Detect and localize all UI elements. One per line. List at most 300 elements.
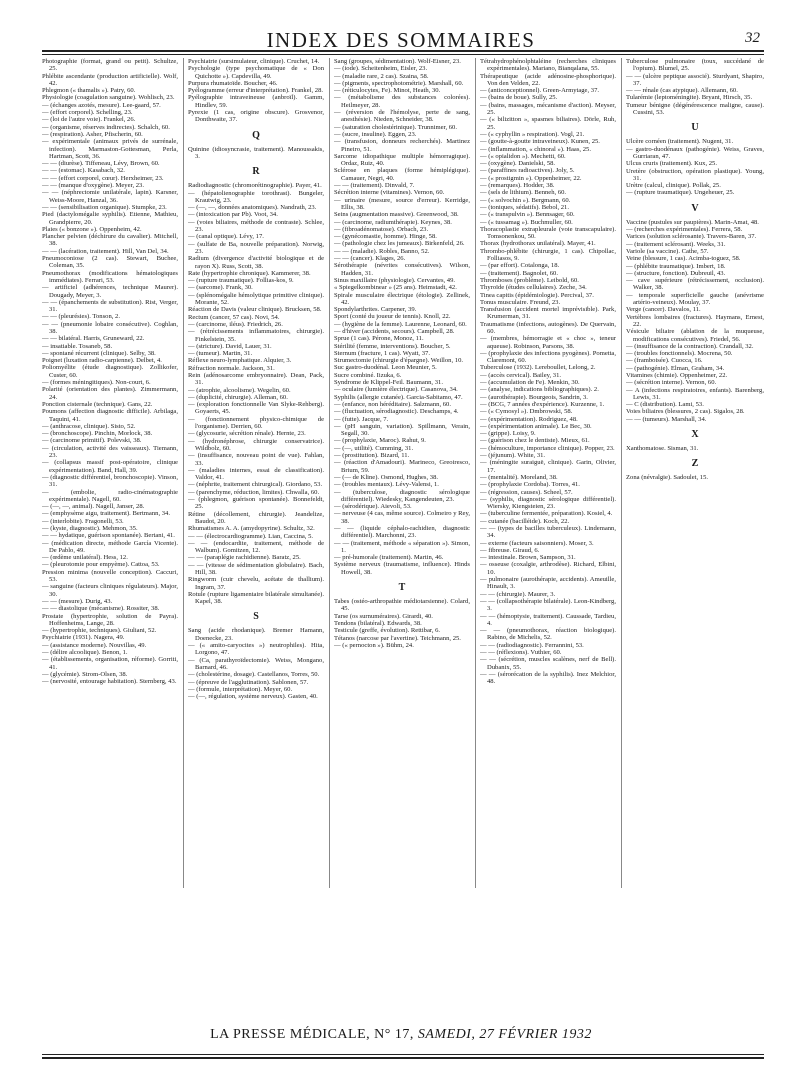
index-entry: Tumeur bénigne (dégénérescence maligne, cause). Cussini, 53. (626, 101, 764, 117)
index-entry: Sclérose en plaques (forme hémiplégique). Camauer, Negri, 40. (334, 167, 470, 182)
index-entry: Thorax (hydrothorax unilatéral). Mayer, 41. (480, 240, 596, 248)
index-entry: Rate (hypertrophie chronique). Kammerer, 38. (188, 269, 311, 277)
index-entry: — — (traitement, méthode « séparation »). Simon, 1. (334, 539, 470, 554)
index-entry: Rein (adénosarcome embryonnaire). Dean, Pack, 31. (188, 371, 324, 387)
index-entry: — osseuse (coxalgie, arthrodèse). Richard, Elbini, 10. (480, 561, 616, 576)
index-entry: Transfusion (accident mortel imprévisible). Park, Krumerman, 31. (480, 306, 616, 321)
index-entry: Spirale musculaire électrique (étologie). Zellinek, 42. (334, 291, 470, 306)
index-entry: — (néphrite, traitement chirurgical). Giordano, 53. (188, 481, 323, 489)
index-entry: — externe (facteurs saisonniers). Moser, 3. (480, 539, 594, 547)
index-entry: — pulmonaire (aurothérapie, accidents). Ameuille, Hinault, 3. (480, 576, 616, 591)
index-entry: Variole (sa vaccine). Cathe, 57. (626, 247, 709, 255)
index-entry: Radiodiagnostic (chromorétinographie). Payer, 41. (188, 182, 322, 190)
index-entry: — (pleurotomie pour empyème). Cattoa, 53. (42, 561, 160, 569)
index-entry: Sucre combiné. Iizuka, 6. (334, 371, 402, 379)
section-letter: Q (252, 129, 260, 141)
index-entry: — (métabolisme des substances colorées). Heilmeyer, 28. (334, 94, 470, 109)
index-entry: — (formule, interprétation). Meyer, 60. (188, 685, 293, 693)
index-entry: — — (estomac). Kasabach, 32. (42, 167, 125, 175)
index-entry: Poliomyélite (étude diagnostique). Zollikofer, Custer, 60. (42, 364, 178, 379)
index-entry: Tétanos (narcose par l'avertine). Teichmann, 25. (334, 634, 461, 642)
index-entry: Tuberculose (1932). Lereboullet, Lelong, 2. (480, 364, 596, 372)
index-entry: — fibreuse. Giraud, 6. (480, 546, 540, 554)
index-entry: — — (réflexions). Vuthier, 60. (480, 649, 562, 657)
index-entry: — — (sérorécation de la syphilis). Inez Melchior, 48. (480, 670, 616, 686)
index-entry: — spontané récurrent (clinique). Selby, 38. (42, 349, 156, 357)
index-entry: — (membres, hémorragie et « choc », teneur aqueuse). Robinson, Parsons, 38. (480, 335, 616, 350)
index-entry: — (guérison chez le dentiste). Mieux, 61. (480, 437, 590, 445)
index-entry: — (anticonceptionnel). Green-Armytage, 37. (480, 87, 600, 95)
page-number: 32 (745, 30, 760, 46)
index-entry: — (épreuve de l'agglutination). Sablonen, 57. (188, 678, 309, 686)
index-entry: — — (paraplégie rachidienne). Baratz, 25. (188, 554, 301, 562)
index-entry: Réfraction normale. Jackson, 31. (188, 364, 275, 372)
index-entry: — (insuffisance de la contraction). Crandall, 32. (626, 342, 754, 350)
index-entry: — (canal optique). Lévy, 17. (188, 233, 264, 241)
index-entry: — (oxygène). Danielski, 58. (480, 160, 556, 168)
index-entry: Vertèbres lombaires (fractures). Haymans, Ernest, 22. (626, 313, 764, 328)
index-entry: — — (liquide céphalo-rachidien, diagnostic différentiel). Marchonni, 23. (334, 525, 470, 540)
index-entry: Phlegmon (« thamalis »). Patry, 60. (42, 87, 136, 95)
footer-rule-thick (42, 1057, 764, 1059)
index-entry: — (prophylaxie des infections pyogènes). Pometta, Claremont, 60. (480, 349, 616, 365)
index-entry: — (splénomégalie hémolytique primitive clinique). Morante, 52. (188, 291, 324, 307)
index-entry: — cave supérieure (rétrécissement, occlusion). Walker, 38. (626, 277, 764, 292)
index-entry: — (fluctuation, sérodiagnostic). Deschamps, 4. (334, 408, 459, 416)
index-entry: Réaction de Davis (valeur clinique). Brucksen, 58. (188, 306, 322, 314)
section-letter: U (691, 122, 699, 134)
index-entry: Rectum (cancer, 57 cas). Novi, 54. (188, 313, 280, 321)
index-entry: — (pathologie chez les jumeaux). Birkenfeld, 26. (334, 240, 465, 248)
index-entry: — (—, —, données anatomiques). Nandrath, 23. (188, 204, 317, 212)
index-entry: — (loi de l'autre voie). Frankel, 26. (42, 116, 136, 124)
index-entry: Xanthomatose. Sisman, 31. (626, 445, 699, 453)
index-entry: — (« Cymosyl »). Dmbrowski, 58. (480, 408, 573, 416)
index-entry: — cutanée (bacilléide). Koch, 22. (480, 517, 570, 525)
index-entry: — (prostitution). Bizard, 11. (334, 452, 410, 460)
index-entry: — (framboisée). Cuocca, 16. (626, 357, 703, 365)
index-entry: Sport (conté du joueur de tennis). Knoll, 22. (334, 313, 451, 321)
index-entry: — — (néphrectomie unilatérale, lapin). Karsner, Weiss-Moore, Hanzal, 36. (42, 189, 178, 204)
index-entry: — — (sécrétion, muscles scalènes, nerf de Bell). Dubanix, 55. (480, 656, 616, 671)
index-entry: — (prophylaxie, Maroc). Rahut, 9. (334, 437, 426, 445)
index-entry: — (méningite suraiguë, clinique). Garin, Olivier, 17. (480, 459, 616, 474)
index-entry: Sinus maxillaire (physiologie). Cervantes, 49. (334, 276, 456, 284)
index-entry: — (—, régulation, système nerveux). Gasten, 40. (188, 693, 318, 701)
index-entry: — (hydronéphrose, chirurgie conservatrice). Wildbolz, 60. (188, 437, 324, 452)
index-entry: — — (vitesse de sédimentation globulaire). Bach, Hill, 38. (188, 561, 324, 576)
index-entry: Tabes (ostéo-arthropathie médiotarsienne). Colard, 45. (334, 598, 470, 613)
index-entry: — pré-humorale (traitement). Martin, 46. (334, 554, 444, 562)
index-entry: — — bilatéral. Harris, Gruneward, 22. (42, 335, 145, 343)
index-entry: — (« tussamag »). Buchmuller, 60. (480, 218, 573, 226)
index-entry: — (sucre, insuline). Eggen, 23. (334, 130, 417, 138)
index-entry: — (saturation cholestérinique). Trunnimer, 60. (334, 123, 457, 131)
index-column-4 (480, 58, 616, 958)
index-entry: Pyélogramme (erreur d'interprétation). Frankel, 28. (188, 87, 324, 95)
index-entry: Sprue (1 cas). Pérone, Monoz, 11. (334, 335, 424, 343)
index-entry: Zona (névralgie). Sadoulet, 15. (626, 474, 709, 482)
index-entry: — (glycémie). Strom-Olsen, 38. (42, 670, 128, 678)
index-entry: — (glycosurie, sécrétion rénale). Hernte, 23. (188, 430, 306, 438)
section-letter: S (253, 611, 259, 623)
index-entry: — (rupture traumatique). Ungeheuer, 25. (626, 189, 735, 197)
index-entry: — — rénale (cas atypique). Allemann, 60. (626, 87, 738, 95)
column-divider (621, 58, 622, 888)
index-entry: — (sels de lithium). Benneh, 60. (480, 189, 567, 197)
index-entry: — C (distribution). Lami, 53. (626, 401, 704, 409)
index-entry: — — (diurèse). Tiffeneau, Lévy, Brown, 60. (42, 160, 160, 168)
index-entry: — (organisme, réserves indirectes). Schalch, 60. (42, 123, 170, 131)
index-entry: Vitamines (chimie). Oppenheimer, 22. (626, 371, 728, 379)
journal-name: LA PRESSE MÉDICALE, (210, 1027, 371, 1042)
index-entry: — — (lacération, traitement). Hill, Van Del, 34. (42, 247, 169, 255)
index-entry: Ulcus cruris (traitement). Kux, 25. (626, 160, 718, 168)
index-entry: Verge (cancer). Davalos, 11. (626, 306, 701, 314)
index-entry: Système nerveux (traumatisme, influence). Hinds Howell, 38. (334, 561, 470, 576)
index-entry: — artificiel (adhérences, technique Maurer). Dougady, Meyer, 3. (42, 284, 178, 299)
index-entry: — (collapsus massif post-opératoire, clinique expérimentation). Band, Hall, 39. (42, 459, 178, 474)
index-entry: — — (chirurgie). Maurer, 3. (480, 590, 556, 598)
index-entry: — — (électrocardiogramme). Lian, Caccina, 5. (188, 532, 314, 540)
index-entry: — (phlébite traumatique). Imbert, 18. (626, 262, 726, 270)
index-entry: — — (types de bacilles tuberculeux). Lindemann, 34. (480, 525, 616, 540)
index-entry: Tendons (bilatéral). Edwards, 38. (334, 619, 422, 627)
index-entry: — (tuberculine fermentée, préparation). Kosiel, 4. (480, 510, 613, 518)
index-column-5 (626, 58, 764, 958)
index-entry: Ringworm (cuir chevelu, acétate de thallium). Ingram, 37. (188, 576, 324, 591)
index-entry: Poignet (luxation radio-carpienne). Delbet, 4. (42, 357, 162, 365)
index-entry: Pression minima (nouvelle conception). Caccuri, 53. (42, 568, 178, 584)
index-entry: — — (épanchements de substitution). Rist, Verger, 31. (42, 298, 178, 314)
index-entry: — (œdème unilatéral). Hess, 12. (42, 554, 128, 562)
index-entry: Thyroïde (études cellulaires). Zeche, 34. (480, 284, 587, 292)
index-entry: Plancher pelvien (déchirure du cavalier). Mitchell, 38. (42, 233, 178, 248)
index-entry: — d'hiver (accidents, secours). Campbell, 28. (334, 327, 455, 335)
index-entry: — (syphilis, diagnostic sérologique différentiel). Wiersky, Kiengsteien, 23. (480, 495, 616, 511)
index-entry: — (carcinome, radiumthérapie). Keynes, 38. (334, 218, 452, 226)
index-entry: — (hypertrophie, techniques). Giuliani, 52. (42, 627, 157, 635)
index-entry: Réflexe neuro-lymphatique. Alquier, 3. (188, 357, 292, 365)
index-entry: — A (infections respiratoires, enfants). Barenberg, Lewis, 31. (626, 386, 764, 401)
index-entry: — (futte). Jacque, 7. (334, 415, 389, 423)
index-entry: — (recherches expérimentales). Ferrera, 58. (626, 226, 743, 234)
index-entry: — temporale superficielle gauche (anévrisme artério-veineux). Moulay, 37. (626, 291, 764, 307)
index-entry: — — (endocardite, traitement, méthode de Walbum). Gomitzen, 12. (188, 539, 324, 555)
index-entry: — — (hémoptysie, traitement). Caussade, Tardieu, 4. (480, 612, 616, 627)
index-entry: — (« transpulvin »). Bennsager, 60. (480, 211, 575, 219)
header-rule (42, 50, 764, 52)
index-entry: Tonus musculaire. Freund, 23. (480, 298, 561, 306)
index-entry: Sang (acide rhodanique). Bremer Hamann, Doenecke, 23. (188, 627, 324, 642)
index-entry: Seins (augmentation massive). Greenwood, 38. (334, 211, 459, 219)
index-entry: Tétrahydrophénolphtaléine (recherches cliniques expérimentales). Mariano, Bianqalana, 55. (480, 58, 616, 73)
index-entry: — (tumeur). Martin, 31. (188, 350, 253, 358)
index-entry: — (Ca, parathyroïdectomie). Weiss, Mongano, Barnard, 46. (188, 656, 324, 671)
index-entry: Poumons (affection diagnostic difficile). Arbilaga, Taquini, 41. (42, 408, 178, 423)
index-entry: — (duplicité, chirurgie). Alleman, 60. (188, 393, 288, 401)
index-entry: — — (pneumothorax, réaction biologique). Rabino, de Michelis, 52. (480, 627, 616, 642)
index-entry: Physiologie (coagulation sanguine). Wohlisch, 23. (42, 94, 175, 102)
index-entry: — (« amito-caryocites ») neutrophiles). Hita, Lorgono, 47. (188, 642, 324, 657)
index-entry: — — hydatique, guérison spontanée). Bertani, 41. (42, 532, 175, 540)
index-entry: Rétine (décollement, chirurgie). Jeandelize, Baudot, 20. (188, 510, 324, 525)
index-entry: — (structure, fonction). Dubreuil, 43. (626, 269, 726, 277)
page-title: INDEX DES SOMMAIRES (266, 28, 536, 52)
index-entry: — (réticulocytes, Fe). Minot, Heath, 30. (334, 87, 441, 95)
index-entry: — (parenchyme, réduction, limites). Chwalla, 60. (188, 488, 320, 496)
issue-number: N° 17, (374, 1027, 414, 1042)
index-entry: Pneumoconiose (2 cas). Stewart, Buchee, Coleman, 35. (42, 255, 178, 270)
index-entry: Tularémie (leptoméningite). Bryant, Hirsch, 35. (626, 94, 753, 102)
index-entry: Sécrétion interne (vitamines). Vernon, 60. (334, 189, 445, 197)
index-column-3 (334, 58, 470, 958)
index-entry: — (accumulation de Fe). Menkin, 30. (480, 379, 580, 387)
column-divider (329, 58, 330, 888)
index-entry: — — diastolique (mécanisme). Rossiter, 38. (42, 605, 160, 613)
index-entry: — (sécrétion interne). Vernon, 60. (626, 379, 717, 387)
index-entry: Uretère (obstruction, opération plastique). Young, 31. (626, 167, 764, 182)
index-entry: — (par effort). Cotalonga, 18. (480, 262, 560, 270)
index-entry: Pyélographie intraveineuse (anbroïl). Gamm, Hindlev, 59. (188, 94, 324, 109)
index-entry: — (rétrécissements inflammatoires, chirurgie). Finkelstein, 35. (188, 328, 324, 343)
section-letter: X (691, 429, 699, 441)
index-entry: Testicule (greffe, évolution). Rettibar, 6. (334, 627, 441, 635)
index-entry: Radium (divergence d'activité biologique et de rayon X). Russ, Scott, 38. (188, 255, 324, 270)
index-entry: — (échanges azotés, mesure). Lee-gaard, 57. (42, 101, 161, 109)
index-entry: Thrombo-phlébite (chirurgie, 1 cas). Chipollac, Folliasos, 9. (480, 247, 616, 263)
index-entry: — (analyse, indications bibliographiques). 2. (480, 386, 599, 394)
index-entry: — (respiration). Asher, Pfischerin, 60. (42, 130, 143, 138)
index-entry: — oculaire (lumière électrique). Casanova, 34. (334, 386, 458, 394)
index-entry: Thoracoplastie extrapleurale (voie transcapulaire). Tomsonenkou, 50. (480, 225, 616, 241)
index-entry: — (hépatolienographie torothrast). Bungeler, Krautwig, 23. (188, 189, 324, 204)
index-entry: — (« prostigmin »). Oppenheimer, 22. (480, 174, 582, 182)
index-entry: Voies biliaires (blessures, 2 cas). Sigalos, 28. (626, 408, 745, 416)
index-entry: — sanguine (facteurs cliniques régulateurs). Major, 30. (42, 583, 178, 598)
index-entry: — (— de Kline). Osmond, Hughes, 38. (334, 473, 439, 481)
index-entry: — (traitement sclérosant). Weeks, 31. (626, 240, 726, 248)
index-entry: — (assistance moderne). Nouvillas, 49. (42, 641, 147, 649)
index-entry: — (goutte-à-goutte intraveineux). Kunen, 25. (480, 138, 600, 146)
index-entry: — (réaction d'Amadouri). Marineco, Greoiresco, Brium, 59. (334, 459, 470, 474)
index-entry: Sang (groupes, sédimentation). Wolf-Eisner, 23. (334, 58, 461, 65)
index-entry: — expérimentale (animaux privés de surrénale, infection). Marmaston-Gottesman, Perla, Hartman, Scott, 36. (42, 138, 178, 160)
index-entry: — (interlobite). Fragonelli, 53. (42, 517, 124, 525)
footer-rule (42, 1054, 764, 1055)
index-entry: — (traitement). Bagnolet, 60. (480, 269, 559, 277)
section-letter: T (398, 582, 406, 594)
index-entry: — — (radiodiagnostic). Ferrannini, 53. (480, 641, 584, 649)
index-entry: — (grippe). Loisy, 9. (480, 430, 536, 438)
index-entry: — (pigments, spectrophotométrie). Marshall, 60. (334, 79, 464, 87)
index-entry: — — (sensibilisation organique). Stumpke, 23. (42, 203, 167, 211)
index-entry: — intestinale. Brown, Sampson, 31. (480, 554, 576, 562)
index-entry: — (cholestérine, dosage). Castellanos, Torres, 50. (188, 671, 320, 679)
index-entry: — (prophylaxie Cordoba). Torres, 41. (480, 481, 580, 489)
index-entry: — (nervosité, entourage habitation). Sternberg, 43. (42, 678, 177, 686)
index-entry: Pyrexie (1 cas, origine obscure). Grosvenor, Donthwaite, 37. (188, 109, 324, 124)
index-entry: Pied (dactylomégalie syphilis). Etienne, Mathieu, Grandpierre, 20. (42, 211, 178, 226)
section-letter: Z (691, 458, 699, 470)
index-entry: — (—, —, animal). Nagell, Janser, 28. (42, 503, 145, 511)
section-letter: R (252, 166, 260, 178)
index-entry: Tinea capitis (épidémiologie). Percival, 37. (480, 291, 594, 299)
index-entry: — — (mesure). Durig, 43. (42, 597, 113, 605)
index-entry: — (maladie rare, 2 cas). Szaina, 58. (334, 72, 429, 80)
index-entry: — — (pleurésies). Tonson, 2. (42, 313, 120, 321)
index-entry: Spondylarthrites. Carpener, 39. (334, 306, 417, 314)
index-entry: — (diagnostic différentiel, bronchoscopie). Vinson, 31. (42, 473, 178, 489)
index-entry: — (bains, massages, mécanisme d'action). Meyser, 25. (480, 101, 616, 117)
index-entry: Sarcome idiopathique multiple hémorragique). Ordaz, Ruiz, 40. (334, 152, 470, 168)
index-entry: Tarse (os surnuméraires). Girardi, 40. (334, 612, 433, 620)
index-entry: Thromboses (problème). Leibold, 60. (480, 276, 579, 284)
section-letter: V (691, 202, 699, 214)
index-entry: Thérapeutique (acide adénosine-phosphorique). Von den Velden, 22. (480, 72, 616, 87)
index-entry: — (sulfate de Ba, nouvelle préparation). Norwig, 23. (188, 240, 324, 255)
index-entry: Ponction cisternale (technique). Gans, 22. (42, 400, 153, 408)
index-entry: — (hygiène de la femme). Laurenne, Leonard, 60. (334, 320, 467, 328)
index-entry: — (emphysème aigu, traitement). Bertmann, 34. (42, 510, 170, 518)
index-entry: — nerveuse (4 cas, même source). Colmeiro y Rey, 38. (334, 510, 470, 525)
index-entry: — (établissements, organisation, réforme). Gorriti, 41. (42, 656, 178, 671)
page-footer (40, 1027, 762, 1043)
index-entry: Pneumothorax (modifications hématologiques immédiates). Ferrari, 53. (42, 269, 178, 284)
index-entry: Varices (solution sclérosante). Travers-Baren, 37. (626, 233, 757, 241)
index-entry: Tuberculose pulmonaire (toux, succédané de l'opium). Blumel, 25. (626, 58, 764, 73)
index-entry: « Spiegelkombinear » (25 ans). Heimstadt, 42. (334, 284, 457, 292)
index-entry: — (carcinome, iléus). Friedrich, 26. (188, 320, 283, 328)
index-entry: Suc gastro-duodénal. Leon Meunier, 5. (334, 364, 437, 372)
index-entry: Vésicule biliaire (ablation de la muqueuse, modifications consécutives). Friedel, 56. (626, 328, 764, 343)
index-entry: Quinine (idiosyncrasie, traitement). Manoussakis, 3. (188, 145, 324, 160)
index-entry: — (circulation, activité des vaisseaux). Tiemann, 23. (42, 444, 178, 460)
index-entry: — (rupture traumatique). Follias-kos, 9. (188, 277, 294, 285)
index-entry: — (BCG, 7 années d'expérience). Kurzenne, 1. (480, 400, 605, 408)
index-entry: Polarité (orientation des plantes). Zimmermann, 24. (42, 386, 178, 401)
index-entry: — (bronchoscope). Pinchin, Morlock, 38. (42, 430, 153, 438)
index-entry: — — (tumeurs). Marshall, 34. (626, 415, 707, 423)
index-entry: Strumectomie (chirurgie d'épargne). Weillon, 10. (334, 357, 464, 365)
index-entry: Syndrome de Klippel-Feil. Baumann, 31. (334, 379, 443, 387)
index-entry: — (atrophie, alcoolisme). Wegelin, 60. (188, 386, 291, 394)
index-entry: — (réversion de l'hémolyse, perte de sang, anesthésie). Nieden, Schneider, 38. (334, 109, 470, 124)
index-entry: — (« bilizitton », spasmes biliaires). Dörle, Ruh, 25. (480, 116, 616, 131)
index-column-2 (188, 58, 324, 958)
index-entry: — (tuberculose, diagnostic sérologique différentiel). Wiedesky, Kangendeuten, 23. (334, 488, 470, 503)
index-entry: — (« pernocton »). Bühm, 24. (334, 641, 414, 649)
index-entry: — (« solvochin »). Bergmann, 60. (480, 196, 571, 204)
index-entry: — (troubles mentaux). Lévy-Valensi, 1. (334, 481, 439, 489)
index-entry: Traumatisme (infections, autogènes). De Quervain, 60. (480, 320, 616, 335)
index-entry: — (sérodérique). Aievoli, 53. (334, 503, 412, 511)
index-entry: — (—, utilité). Cumming, 31. (334, 444, 414, 452)
index-entry: — (expérimentation). Rodriguez, 48. (480, 415, 578, 423)
index-entry: — — (pneumonie lobaire consécutive). Coghlan, 38. (42, 320, 178, 335)
index-entry: Stérilité (femme, interventions). Boucher, 5. (334, 342, 451, 350)
index-entry: — (carcinome primitif). Polevski, 38. (42, 437, 142, 445)
index-entry: — (jéjunum). White, 31. (480, 452, 546, 460)
index-entry: — (remarques). Hodder, 38. (480, 182, 555, 190)
column-divider (475, 58, 476, 888)
index-entry: — — (manque d'oxygène). Meyer, 23. (42, 182, 145, 190)
index-entry: — (kyste, diagnostic). Mehmon, 35. (42, 525, 138, 532)
index-entry: Ulcère cornéen (traitement). Nugent, 31. (626, 138, 734, 146)
index-entry: Purpura rhumatoïde. Boucher, 46. (188, 79, 278, 87)
index-entry: — (toniques, sédatifs). Bebol, 21. (480, 203, 570, 211)
index-entry: — (aurothérapie). Bourgeois, Sandrin, 3. (480, 393, 588, 401)
index-entry: — (fonctionnement physico-chimique de l'organisme). Derrien, 60. (188, 415, 324, 431)
index-entry: — gastro-duodénaux (pathogénie). Weiss, Graves, Gurriaran, 47. (626, 145, 764, 160)
index-entry: — (expérimentation animale). Le Bec, 30. (480, 422, 592, 430)
index-entry: — (exploration fonctionnelle Van Slyke-Rehberg). Goyaerts, 45. (188, 401, 324, 416)
index-entry: Prostate (hypertrophie, solution de Payra). Hoffenheims, Lange, 28. (42, 612, 178, 627)
index-entry: — (transfusion, donneurs recherchés). Martinez Pineiro, 51. (334, 138, 470, 153)
index-entry: — — (effort corporel, cœur). Herxheimer, 23. (42, 174, 164, 182)
index-entry: — — (cancer). Klages, 26. (334, 255, 406, 263)
index-entry: Phlébite ascendante (production artificielle). Wolf, 42. (42, 72, 178, 87)
index-entry: — — (maladie). Robles, Banno, 52. (334, 247, 430, 255)
index-entry: — (bains de boue). Sully, 25. (480, 94, 558, 102)
index-entry: — — (ulcère peptique associé). Sturdyant, Shapiro, 37. (626, 72, 764, 87)
index-entry: — (embolie, radio-cinématographie expérimentale). Nagell, 60. (42, 488, 178, 503)
index-entry: — (maladies internes, essai de classification). Valdor, 41. (188, 466, 324, 482)
column-divider (183, 58, 184, 888)
index-entry: Rhumatismes A. A. (amydopyrine). Schultz, 32. (188, 525, 315, 533)
index-entry: — — (collapsothérapie bilatérale). Leon-Kindberg, 3. (480, 597, 616, 613)
index-entry: Rotule (rupture ligamentaire bilatérale simultanée). Kapel, 38. (188, 590, 324, 606)
index-entry: Sternum (fracture, 1 cas). Wyatt, 37. (334, 349, 430, 357)
index-entry: — (hémoculture, importance clinique). Popper, 23. (480, 444, 615, 452)
index-entry: — (insuffisance, nouveau point de vue). Fahlan, 33. (188, 452, 324, 467)
index-entry: Urètre (calcul, clinique). Pollak, 25. (626, 182, 721, 190)
issue-date: SAMEDI, 27 FÉVRIER 1932 (417, 1027, 592, 1042)
index-entry: Veine (blessure, 1 cas). Acimba-toguez, 58. (626, 255, 741, 263)
index-entry: — (sarcome). Frank, 30. (188, 284, 253, 292)
index-entry: — (anthracose, clinique). Sisto, 52. (42, 422, 136, 430)
index-entry: — (paraffines radioactives). Joly, 5. (480, 167, 575, 175)
index-entry: — (iode). Scheitenheim, Eisler, 23. (334, 65, 428, 73)
index-entry: — (formes méningitiques). Non-court, 6. (42, 379, 151, 387)
index-entry: — (phlegmon, guérison spontanée). Bonnefeldt, 25. (188, 496, 324, 511)
index-entry: — — (traitement). Dinvald, 7. (334, 182, 415, 190)
index-entry: — (pathogénie). Elman, Graham, 34. (626, 364, 725, 372)
index-entry: — (régression, causes). Scheel, 57. (480, 488, 573, 496)
index-entry: Plaies (« bonzone »). Oppenheim, 42. (42, 225, 142, 233)
index-entry: Photographie (format, grand ou petit). Schultze, 25. (42, 58, 178, 73)
index-entry: — (intoxication par Pb). Voot, 34. (188, 211, 278, 219)
index-entry: Vaccine (pustules sur paupières). Marin-Amat, 48. (626, 218, 759, 226)
index-entry: — (« opialidon »). Mechetti, 60. (480, 152, 566, 160)
index-entry: — (stricture). David, Lauer, 31. (188, 342, 272, 350)
index-entry: — (médication directe, méthode García Vicente). De Pablo, 49. (42, 539, 178, 554)
index-entry: Sérothérapie (névrites consécutives). Wilson, Hadden, 31. (334, 262, 470, 277)
index-entry: — (gynécomastie, homme). Hinge, 58. (334, 233, 437, 241)
index-entry: — (« cyphyllin » respiration). Vogl, 21. (480, 130, 585, 138)
index-entry: — (voies biliaires, méthode de contraste). Schlee, 23. (188, 218, 324, 234)
index-entry: — (troubles fonctionnels). Mocrena, 50. (626, 350, 733, 358)
index-columns (42, 58, 764, 960)
index-entry: — (mentalité). Moreland, 38. (480, 473, 558, 481)
index-entry: — (pH sanguin, variation). Spillmann, Verain, Segall, 30. (334, 422, 470, 438)
index-entry: — (accès cervical). Bailey, 31. (480, 371, 562, 379)
index-entry: — (inflammation, « chinoral »). Haas, 25. (480, 145, 591, 153)
index-entry: Psychiatrie (sursimulateur, clinique). Cruchet, 14. (188, 58, 320, 65)
index-entry: Psychologie (type psychomatique de « Don Quichotte »). Capdevilla, 49. (188, 65, 324, 80)
index-entry: — (délire alcoolique). Benon, 1. (42, 649, 128, 657)
index-entry: Syphilis (allergie cutanée). Garcia-Sabitamo, 47. (334, 393, 463, 401)
